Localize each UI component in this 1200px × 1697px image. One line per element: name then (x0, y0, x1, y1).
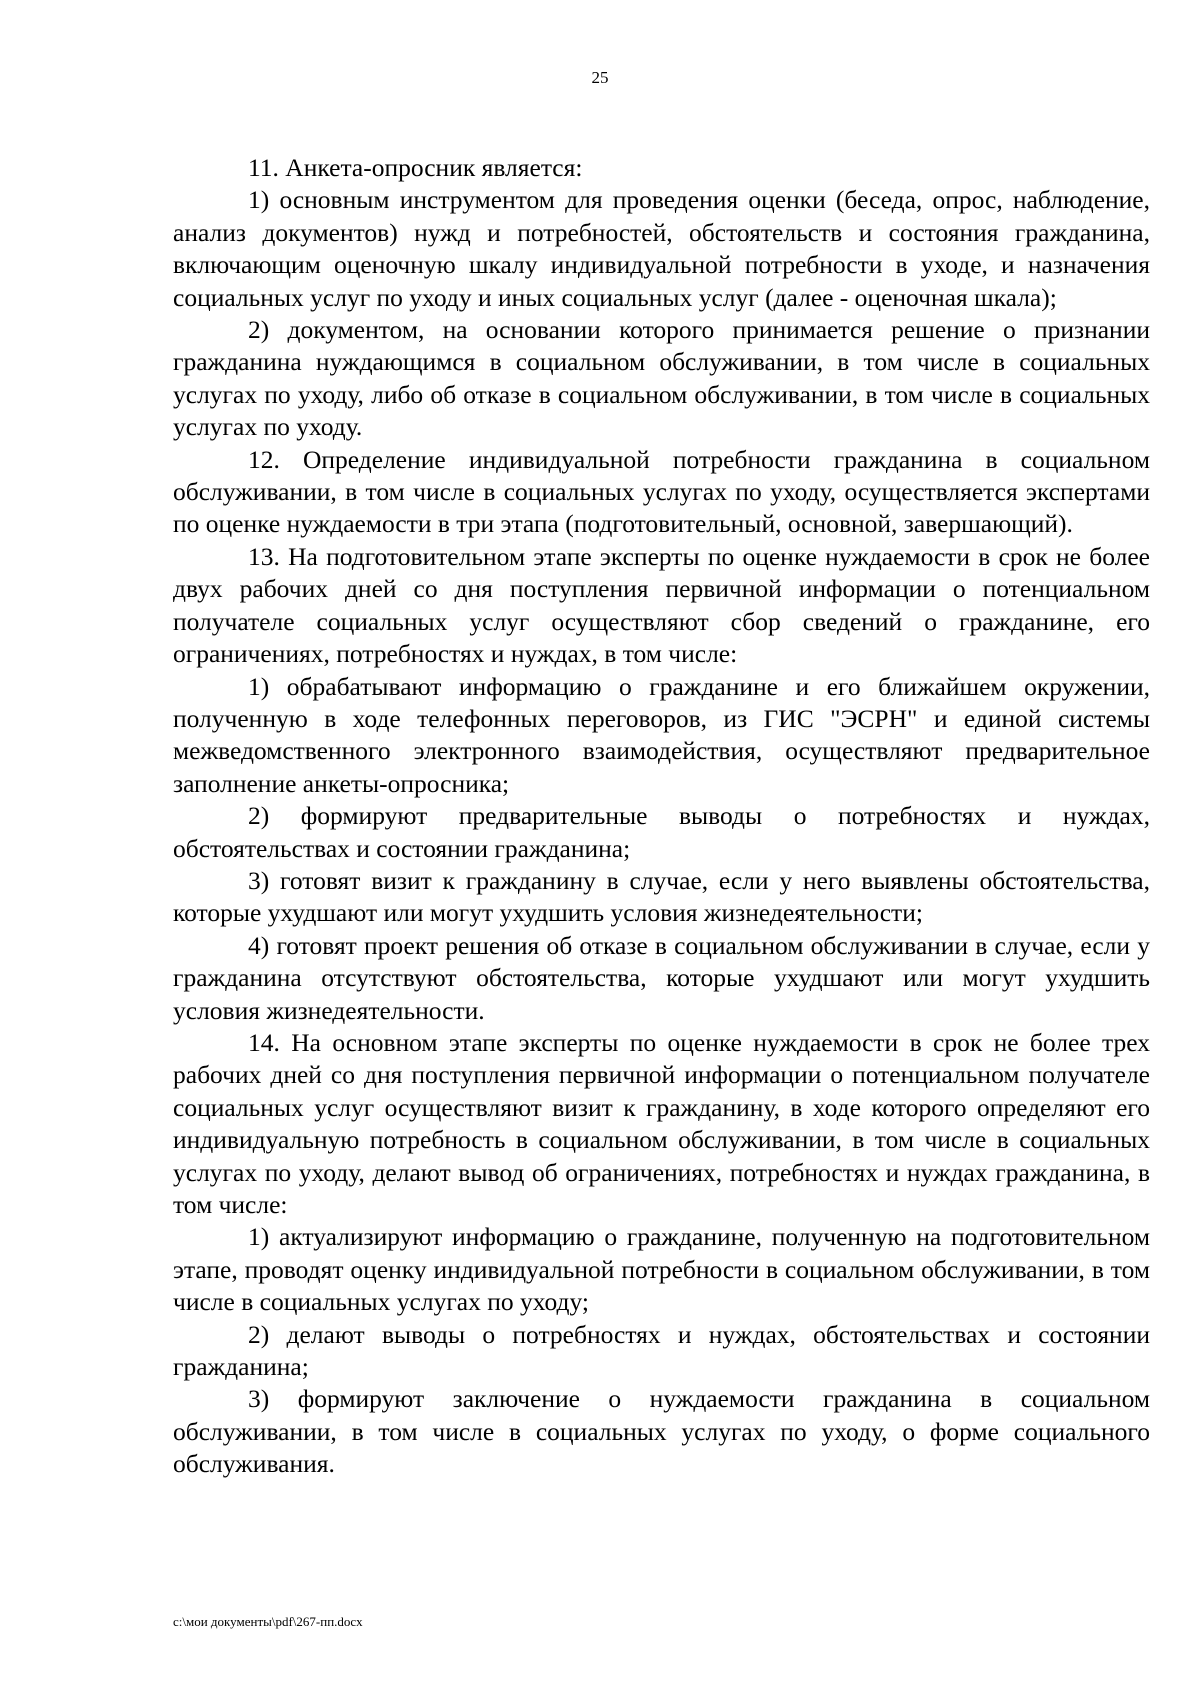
paragraph-13-item-3: 3) готовят визит к гражданину в случае, если у него выявлены обстоятельства, которые ухудшают или могут ухудшить условия жизнедеятельности; (173, 865, 1150, 928)
paragraph-13: 13. На подготовительном этапе эксперты по оценке нуждаемости в срок не более двух рабочих дней со дня поступления первичной информации о потенциальном получателе социальных услуг осуществляют сбор сведений о гражданине, его ограничениях, потребностях и нуждах, в том числе: (173, 541, 1150, 669)
paragraph-14-item-3: 3) формируют заключение о нуждаемости гражданина в социальном обслуживании, в том числе в социальных услугах по уходу, о форме социального обслуживания. (173, 1384, 1150, 1479)
paragraph-14: 14. На основном этапе эксперты по оценке нуждаемости в срок не более трех рабочих дней со дня поступления первичной информации о потенциальном получателе социальных услуг осуществляют визит к гражданину, в ходе которого определяют его индивидуальную потребность в социальном обслуживании, в том числе в социальных услугах по уходу, делают вывод об ограничениях, потребностях и нуждах гражданина, в том числе: (173, 1027, 1150, 1219)
paragraph-11-item-2: 2) документом, на основании которого принимается решение о признании гражданина нуждающимся в социальном обслуживании, в том числе в социальных услугах по уходу, либо об отказе в социальном обслуживании, в том числе в социальных услугах по уходу. (173, 315, 1150, 442)
paragraph-14-item-2: 2) делают выводы о потребностях и нуждах, обстоятельствах и состоянии гражданина; (173, 1319, 1150, 1382)
paragraph-13-item-4: 4) готовят проект решения об отказе в социальном обслуживании в случае, если у гражданина отсутствуют обстоятельства, которые ухудшают или могут ухудшить условия жизнедеятельности. (173, 930, 1150, 1025)
paragraph-12: 12. Определение индивидуальной потребности гражданина в социальном обслуживании, в том числе в социальных услугах по уходу, осуществляется экспертами по оценке нуждаемости в три этапа (подготовительный, основной, завершающий). (173, 444, 1150, 539)
paragraph-11: 11. Анкета-опросник является: (248, 153, 583, 182)
document-body (173, 152, 1150, 1481)
paragraph-11-item-1: 1) основным инструментом для проведения оценки (беседа, опрос, наблюдение, анализ документов) нужд и потребностей, обстоятельств и состояния гражданина, включающим оценочную шкалу индивидуальной потребности в уходе, и назначения социальных услуг по уходу и иных социальных услуг (далее - оценочная шкала); (173, 185, 1150, 312)
paragraph-13-item-2: 2) формируют предварительные выводы о потребностях и нуждах, обстоятельствах и состоянии гражданина; (173, 801, 1150, 863)
page-number: 25 (591, 68, 609, 87)
paragraph-14-item-1: 1) актуализируют информацию о гражданине, полученную на подготовительном этапе, проводят оценку индивидуальной потребности в социальном обслуживании, в том числе в социальных услугах по уходу; (173, 1222, 1150, 1317)
footer-file-path: c:\мои документы\pdf\267-пп.docx (173, 1614, 363, 1629)
paragraph-13-item-1: 1) обрабатывают информацию о гражданине и его ближайшем окружении, полученную в ходе телефонных переговоров, из ГИС "ЭСРН" и единой системы межведомственного электронного взаимодействия, осуществляют предварительное заполнение анкеты-опросника; (173, 671, 1150, 798)
